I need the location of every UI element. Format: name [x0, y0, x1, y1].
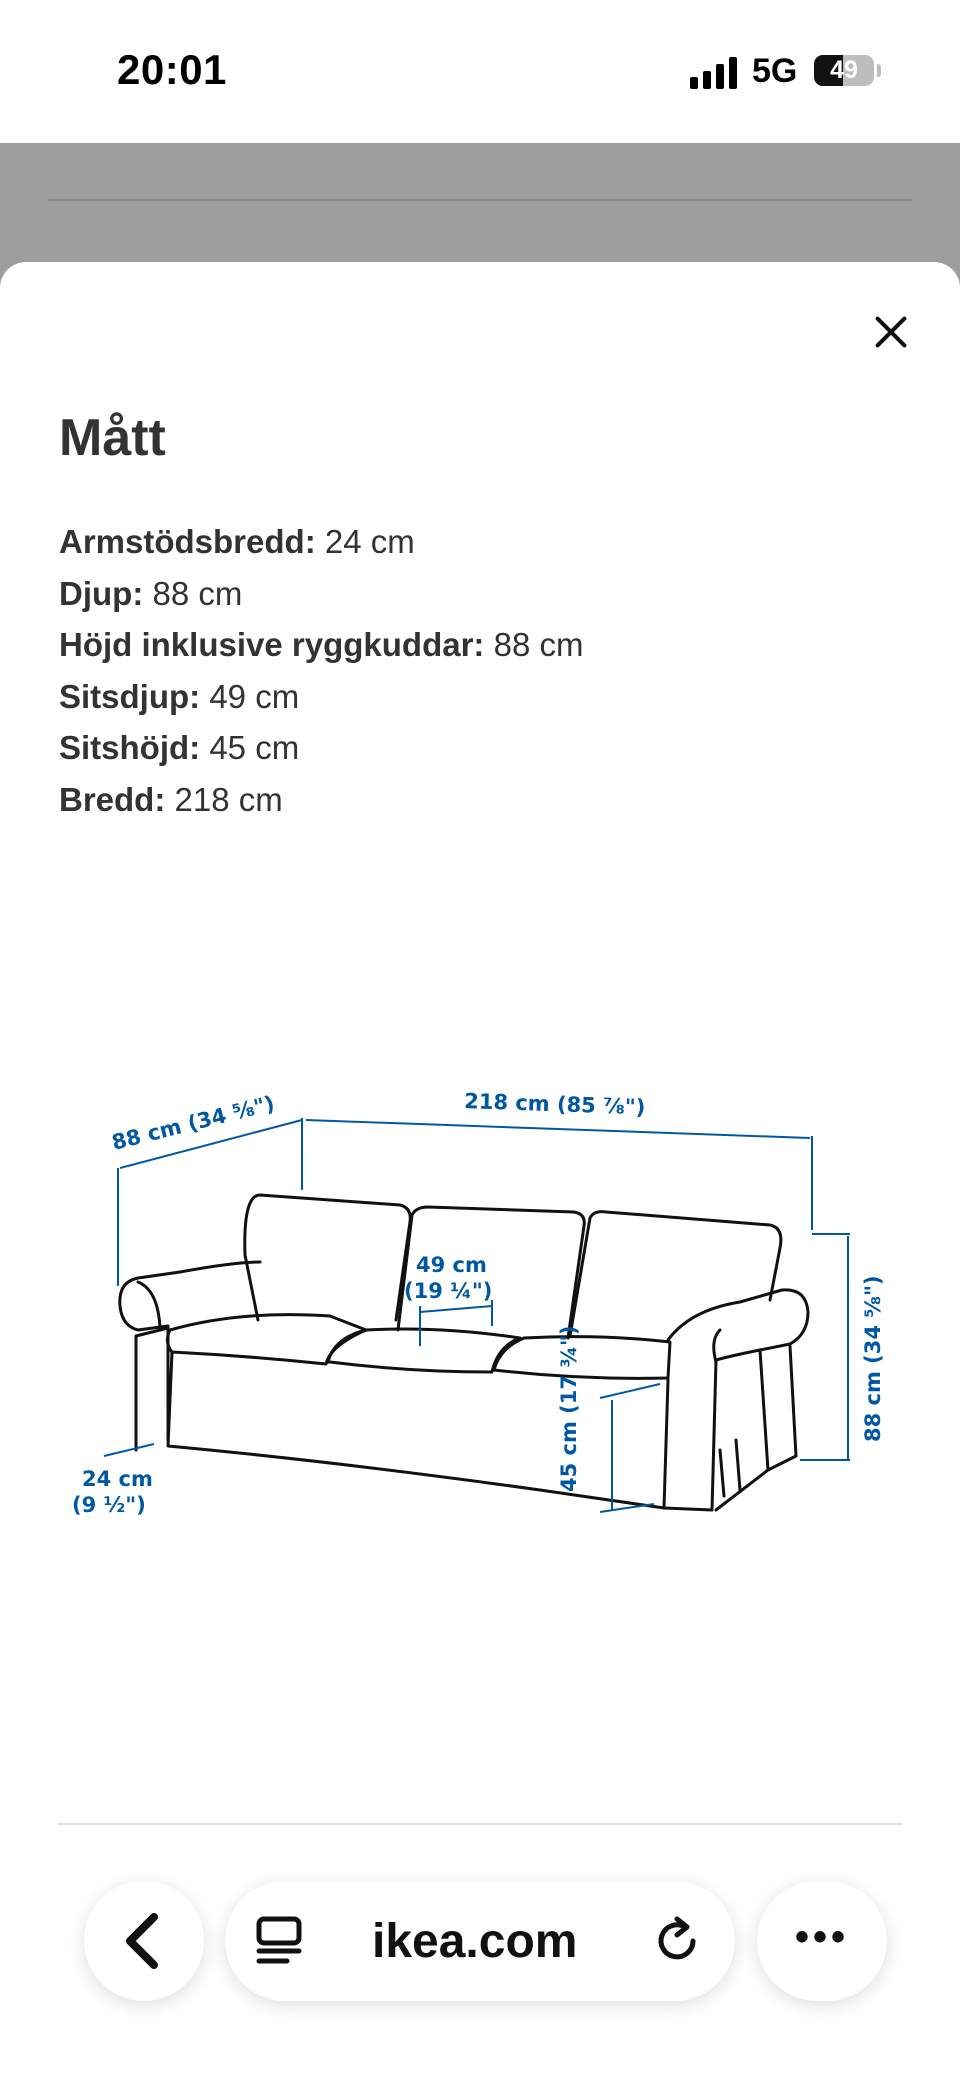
- sofa-dimension-diagram: [60, 1080, 900, 1620]
- seat-height-ext-bottom: [600, 1504, 654, 1512]
- dimension-label: Höjd inklusive ryggkuddar:: [59, 626, 485, 663]
- dimension-label: Armstödsbredd:: [59, 523, 316, 560]
- width-dim-line: [306, 1120, 810, 1138]
- seat-cushion-right: [494, 1337, 670, 1379]
- tab-list-icon[interactable]: [253, 1915, 307, 1967]
- depth-label: 88 cm (34 ⅝"): [109, 1091, 277, 1155]
- seat-cushion-left: [167, 1315, 366, 1364]
- dimension-value: 218 cm: [165, 780, 283, 818]
- dimension-item: [59, 516, 583, 568]
- back-cushion-left: [245, 1195, 410, 1320]
- dimension-item: [59, 671, 583, 723]
- more-button[interactable]: [757, 1881, 887, 2001]
- sheet-title: Mått: [59, 409, 166, 467]
- battery-icon: [814, 55, 874, 86]
- reload-icon[interactable]: [649, 1913, 705, 1969]
- backdrop-divider: [48, 199, 912, 201]
- back-icon: [84, 1881, 204, 2001]
- dimension-item: [59, 568, 583, 620]
- browser-toolbar: [0, 1835, 960, 2081]
- dimension-label: Djup:: [59, 574, 144, 612]
- cellular-signal-icon: [690, 57, 738, 89]
- left-arm-roll: [136, 1282, 168, 1450]
- left-arm: [120, 1262, 260, 1440]
- seat-height-ext-top: [600, 1384, 660, 1398]
- arm-width-dim-line: [104, 1444, 154, 1456]
- dimension-value: 24 cm: [315, 523, 415, 560]
- dimension-value: 88 cm: [143, 574, 243, 612]
- back-cushion-right: [570, 1212, 781, 1336]
- status-bar: [0, 0, 960, 143]
- toolbar-divider: [58, 1823, 902, 1825]
- seat-depth-cm-label: 49 cm: [416, 1253, 487, 1277]
- dimension-label: Bredd:: [59, 780, 166, 818]
- arm-width-cm-label: 24 cm: [82, 1467, 153, 1491]
- back-button[interactable]: [84, 1881, 204, 2001]
- sofa-front: [168, 1352, 668, 1508]
- right-arm-skirt: [720, 1440, 740, 1496]
- status-time: 20:01: [117, 46, 227, 93]
- url-text[interactable]: ikea.com: [372, 1915, 578, 1968]
- dimension-value: 45 cm: [200, 729, 300, 766]
- dimension-label: Sitshöjd:: [59, 729, 201, 766]
- dimension-value: 49 cm: [200, 677, 300, 715]
- dimension-list: [59, 516, 583, 825]
- dimension-label: Sitsdjup:: [59, 677, 201, 715]
- dimension-item: [59, 619, 583, 671]
- dimension-item: [59, 774, 583, 826]
- seat-depth-dim-line: [420, 1306, 492, 1312]
- arm-width-in-label: (9 ½"): [72, 1493, 146, 1517]
- height-label: 88 cm (34 ⅝"): [861, 1275, 885, 1442]
- sofa-drawing: [60, 1080, 900, 1620]
- right-arm: [664, 1290, 808, 1510]
- dimensions-sheet: [0, 262, 960, 2081]
- seat-depth-in-label: (19 ¼"): [404, 1279, 493, 1303]
- battery-level: 49: [830, 56, 858, 84]
- network-type: 5G: [752, 52, 798, 90]
- seat-height-label: 45 cm (17 ¾"): [557, 1325, 581, 1492]
- close-icon[interactable]: [866, 307, 916, 357]
- more-icon: •••: [794, 1915, 849, 1959]
- dimension-item: [59, 722, 583, 774]
- battery-nub: [877, 64, 881, 77]
- dimension-value: 88 cm: [484, 626, 584, 663]
- address-bar[interactable]: [225, 1881, 735, 2001]
- width-label: 218 cm (85 ⅞"): [463, 1089, 646, 1120]
